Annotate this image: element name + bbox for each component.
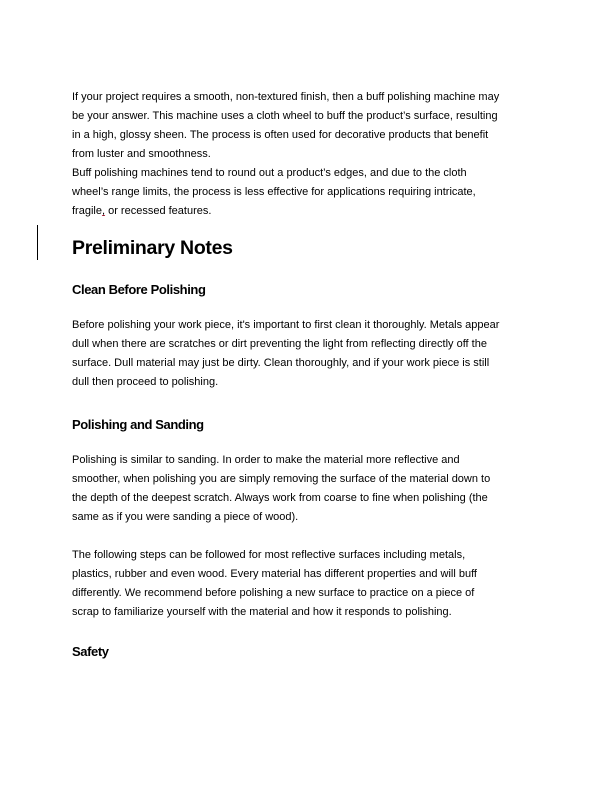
text-line: The following steps can be followed for most reflective surfaces including metals, [72,549,466,561]
paragraph[interactable] [72,546,552,622]
text-line: scrap to familiarize yourself with the material and how it responds to polishing. [72,606,452,618]
text-line: same as if you were sanding a piece of wood). [72,511,299,523]
text-line: Before polishing your work piece, it's important to first clean it thoroughly. Metals appear [72,319,500,331]
text-line: from luster and smoothness. [72,148,211,160]
paragraph[interactable] [72,316,552,392]
text-line: dull when there are scratches or dirt preventing the light from reflecting directly off the [72,338,487,350]
text-line: be your answer. This machine uses a cloth wheel to buff the product’s surface, resulting [72,110,498,122]
paragraph[interactable] [72,451,552,527]
text-line: surface. Dull material may just be dirty. Clean thoroughly, and if your work piece is still [72,357,490,369]
text-line: differently. We recommend before polishing a new surface to practice on a piece of [72,587,475,599]
subheading: Clean Before Polishing [72,282,206,297]
text: or recessed features. [105,205,212,217]
text-line: plastics, rubber and even wood. Every material has different properties and will buff [72,568,477,580]
subheading: Polishing and Sanding [72,417,204,432]
text-line: wheel’s range limits, the process is less effective for applications requiring intricate, [72,186,476,198]
text-cursor [37,225,38,260]
subheading: Safety [72,644,109,659]
text-line: Polishing is similar to sanding. In order to make the material more reflective and [72,454,460,466]
text: fragile [72,205,102,217]
text-line: If your project requires a smooth, non-textured finish, then a buff polishing machine may [72,91,500,103]
spelling-flag[interactable]: , [101,205,106,217]
text-line: Buff polishing machines tend to round out a product’s edges, and due to the cloth [72,167,467,179]
text-line: dull then proceed to polishing. [72,376,219,388]
intro-paragraph[interactable] [72,88,552,221]
text-line: the depth of the deepest scratch. Always work from coarse to fine when polishing (the [72,492,488,504]
heading-preliminary-notes: Preliminary Notes [72,237,233,259]
text-line: smoother, when polishing you are simply removing the surface of the material down to [72,473,491,485]
text-line: in a high, glossy sheen. The process is often used for decorative products that benefit [72,129,489,141]
text-line [72,202,552,221]
